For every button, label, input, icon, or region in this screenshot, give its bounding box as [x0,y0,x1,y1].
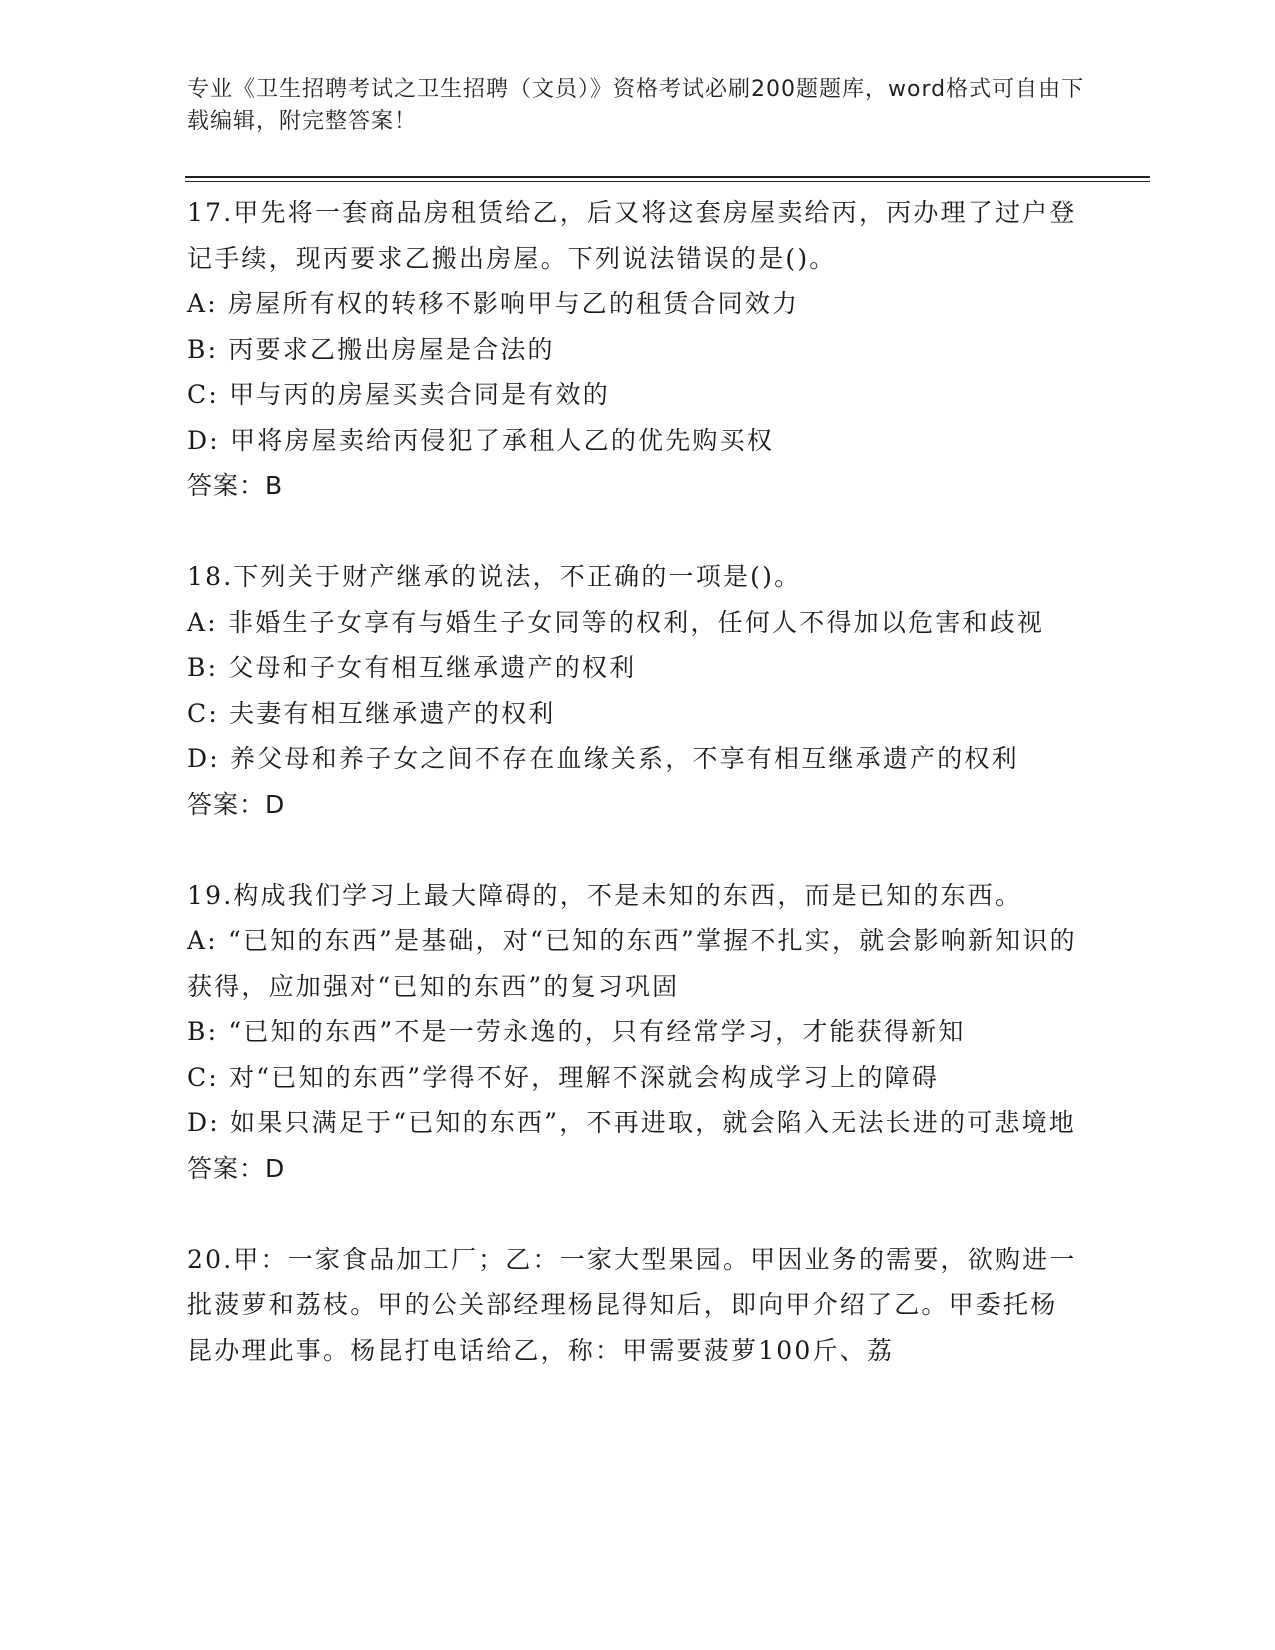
option-text: “已知的东西”不是一劳永逸的，只有经常学习，才能获得新知 [228,1017,966,1046]
option-key: C: [187,1062,219,1092]
question-list [187,190,1077,1373]
question-17 [187,190,1077,509]
option-a [187,600,1077,646]
question-18 [187,554,1077,827]
option-b [187,1009,1077,1055]
option-a [187,281,1077,327]
option-text: 甲与丙的房屋买卖合同是有效的 [229,380,610,409]
question-stem: 20.甲：一家食品加工厂；乙：一家大型果园。甲因业务的需要，欲购进一批菠萝和荔枝。甲的公关部经理杨昆得知后，即向甲介绍了乙。甲委托杨昆办理此事。杨昆打电话给乙，称：甲需要菠萝100斤、荔 [187,1244,1077,1365]
option-text: 夫妻有相互继承遗产的权利 [229,698,556,728]
option-key: A: [187,926,218,955]
option-key: B: [187,334,219,364]
option-key: B: [187,1017,219,1046]
question-spacer [187,509,1077,555]
question-spacer [187,1191,1077,1237]
option-text: 房屋所有权的转移不影响甲与乙的租赁合同效力 [228,289,800,318]
question-spacer [187,827,1077,873]
option-c [187,372,1077,418]
option-text: 如果只满足于“已知的东西”，不再进取，就会陷入无法长进的可悲境地 [230,1108,1076,1137]
header-rule-thin [185,181,1150,182]
question-stem: 18.下列关于财产继承的说法，不正确的一项是()。 [187,562,802,591]
document-header: 专业《卫生招聘考试之卫生招聘（文员）》资格考试必刷200题题库，word格式可自由下载编辑，附完整答案！ [187,77,1085,134]
option-text: 对“已知的东西”学得不好，理解不深就会构成学习上的障碍 [229,1062,940,1092]
question-stem: 19.构成我们学习上最大障碍的，不是未知的东西，而是已知的东西。 [187,880,1023,910]
option-key: A: [187,607,218,637]
option-c [187,691,1077,737]
option-text: 养父母和养子女之间不存在血缘关系，不享有相互继承遗产的权利 [230,744,1019,773]
answer-line: 答案：B [187,471,284,500]
option-text: 丙要求乙搬出房屋是合法的 [228,334,555,364]
option-d [187,736,1077,782]
option-key: C: [187,380,219,409]
option-d [187,418,1077,464]
option-a [187,918,1077,1009]
option-key: D: [187,425,220,455]
option-key: B: [187,653,219,682]
answer-line: 答案：D [187,1153,286,1183]
option-key: D: [187,1108,220,1137]
option-d [187,1100,1077,1146]
option-text: 非婚生子女享有与婚生子女同等的权利，任何人不得加以危害和歧视 [228,607,1045,637]
option-key: C: [187,698,219,728]
answer-line: 答案：D [187,789,286,819]
header-rule-thick [185,176,1150,178]
option-text: 甲将房屋卖给丙侵犯了承租人乙的优先购买权 [230,425,775,455]
option-b [187,645,1077,691]
question-20 [187,1237,1077,1374]
option-b [187,327,1077,373]
option-text: “已知的东西”是基础，对“已知的东西”掌握不扎实，就会影响新知识的获得，应加强对“已知的东西”的复习巩固 [187,926,1077,1001]
question-stem: 17.甲先将一套商品房租赁给乙，后又将这套房屋卖给丙，丙办理了过户登记手续，现丙要求乙搬出房屋。下列说法错误的是()。 [187,198,1077,273]
option-key: A: [187,289,218,318]
question-19 [187,873,1077,1192]
option-key: D: [187,744,220,773]
option-c [187,1055,1077,1101]
option-text: 父母和子女有相互继承遗产的权利 [228,653,637,682]
